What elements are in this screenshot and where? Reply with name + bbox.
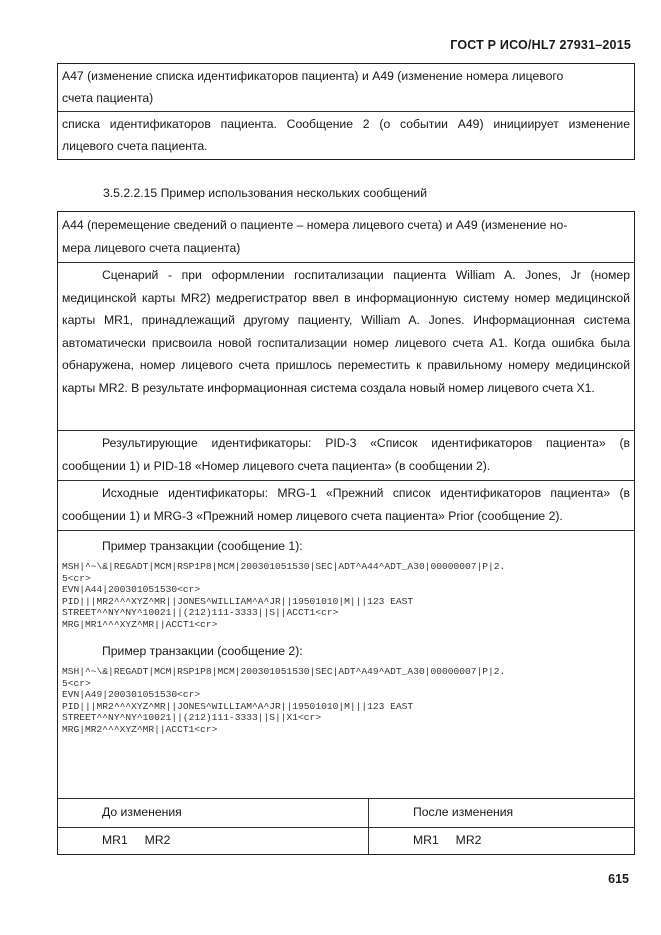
comparison-values-row [58, 827, 634, 854]
tx2-code: MSH|^~\&|REGADT|MCM|RSP1P8|MCM|200301051530|SEC|ADT^A49^ADT_A30|00000007|P|2. 5<cr> EVN|A49|200301051530<cr> PID|||MR2^^^XYZ^MR||JONES^WILLIAM^A^JR||19501010|M|||123 EAST STREET^^NY^NY^10021||(212)111-3333||S||X1<cr> MRG|MR2^^^XYZ^MR||ACCT1<cr> [62, 666, 506, 735]
after-header: После изменения [413, 805, 514, 819]
main-table-title-line2: мера лицевого счета пациента) [62, 241, 241, 255]
before-header: До изменения [58, 799, 369, 827]
top-table-title-line1: A47 (изменение списка идентификаторов пациента) и A49 (изменение номера лицевого [62, 69, 564, 83]
scenario-text: Сценарий - при оформлении госпитализации пациента William A. Jones, Jr (номер медицинской карты MR2) медрегистратор ввел в информационную систему номер медицинской карты MR1, принадлежащий другому пациенту, William A. Jones. Информационная система автоматически присвоила новой госпитализации номер лицевого счета A1. Когда ошибка была обнаружена, номер лицевого счета пришлось переместить к правильному номеру медицинской карты MR2. В результате информационная система создала новый номер лицевого счета X1. [58, 262, 634, 430]
page-number: 615 [608, 872, 629, 886]
document-header: ГОСТ Р ИСО/HL7 27931–2015 [450, 38, 631, 52]
top-table-title-line2: счета пациента) [62, 91, 154, 105]
tx1-label: Пример транзакции (сообщение 1): [102, 539, 303, 553]
transaction-examples [58, 530, 634, 798]
tx2-label: Пример транзакции (сообщение 2): [102, 644, 303, 658]
before-values: MR1 MR2 [58, 828, 369, 854]
top-table-body [58, 111, 634, 159]
comparison-header-row [58, 798, 634, 827]
top-table-body-line2: лицевого счета пациента. [62, 139, 208, 153]
section-heading: 3.5.2.2.15 Пример использования нескольких сообщений [103, 186, 428, 200]
top-table-title [58, 64, 634, 111]
tx1-code: MSH|^~\&|REGADT|MCM|RSP1P8|MCM|200301051530|SEC|ADT^A44^ADT_A30|00000007|P|2. 5<cr> EVN|A44|200301051530<cr> PID|||MR2^^^XYZ^MR||JONES^WILLIAM^A^JR||19501010|M|||123 EAST STREET^^NY^NY^10021||(212)111-3333||S||ACCT1<cr> MRG|MR1^^^XYZ^MR||ACCT1<cr> [62, 561, 506, 630]
top-table-body-line1: списка идентификаторов пациента. Сообщение 2 (о событии A49) инициирует изменение [62, 117, 630, 131]
result-identifiers-text: Результирующие идентификаторы: PID-3 «Список идентификаторов пациента» (в сообщении 1) и PID-18 «Номер лицевого счета пациента» (в сообщении 2). [58, 430, 634, 480]
source-identifiers-text: Исходные идентификаторы: MRG-1 «Прежний список идентификаторов пациента» (в сообщении 1) и MRG-3 «Прежний номер лицевого счета пациента» Prior (сообщение 2). [58, 480, 634, 530]
after-values: MR1 MR2 [413, 833, 482, 847]
top-table [57, 63, 635, 160]
main-table [57, 211, 635, 855]
main-table-title [58, 212, 634, 262]
main-table-title-line1: A44 (перемещение сведений о пациенте – номера лицевого счета) и A49 (изменение но- [62, 218, 568, 232]
